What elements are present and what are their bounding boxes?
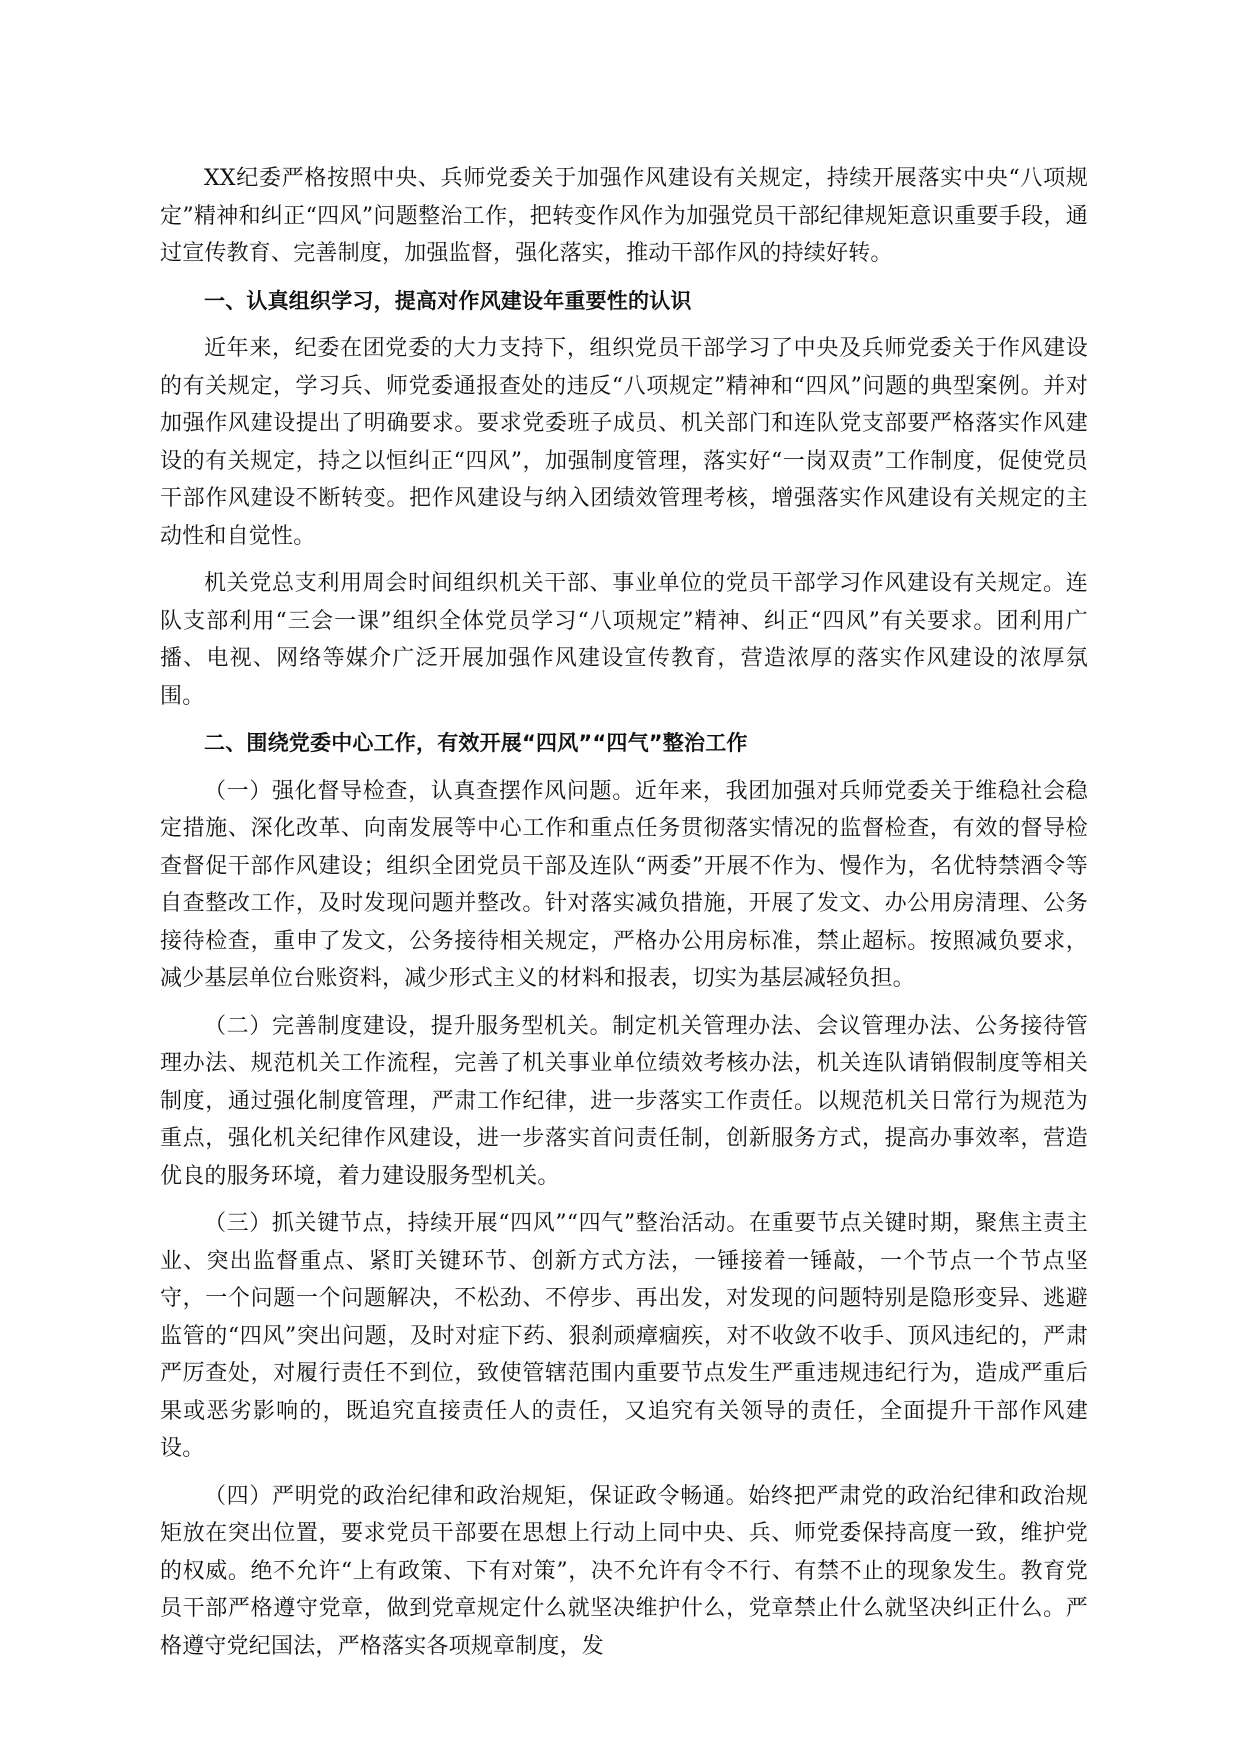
document-page [160,160,1088,1675]
section-1-paragraph-1: 近年来，纪委在团党委的大力支持下，组织党员干部学习了中央及兵师党委关于作风建设的有关规定，学习兵、师党委通报查处的违反“八项规定”精神和“四风”问题的典型案例。并对加强作风建设提出了明确要求。要求党委班子成员、机关部门和连队党支部要严格落实作风建设的有关规定，持之以恒纠正“四风”，加强制度管理，落实好“一岗双责”工作制度，促使党员干部作风建设不断转变。把作风建设与纳入团绩效管理考核，增强落实作风建设有关规定的主动性和自觉性。 [160,336,1088,549]
section-2-paragraph-3: （三）抓关键节点，持续开展“四风”“四气”整治活动。在重要节点关键时期，聚焦主责主业、突出监督重点、紧盯关键环节、创新方式方法，一锤接着一锤敲，一个节点一个节点坚守，一个问题一个问题解决，不松劲、不停步、再出发，对发现的问题特别是隐形变异、逃避监管的“四风”突出问题，及时对症下药、狠刹顽瘴痼疾，对不收敛不收手、顶风违纪的，严肃严厉查处，对履行责任不到位，致使管辖范围内重要节点发生严重违规违纪行为，造成严重后果或恶劣影响的，既追究直接责任人的责任，又追究有关领导的责任，全面提升干部作风建设。 [160,1211,1088,1461]
section-1-paragraph-2: 机关党总支利用周会时间组织机关干部、事业单位的党员干部学习作风建设有关规定。连队支部利用“三会一课”组织全体党员学习“八项规定”精神、纠正“四风”有关要求。团利用广播、电视、网络等媒介广泛开展加强作风建设宣传教育，营造浓厚的落实作风建设的浓厚氛围。 [160,571,1088,709]
section-2-heading: 二、围绕党委中心工作，有效开展“四风”“四气”整治工作 [204,731,748,755]
section-2-paragraph-1: （一）强化督导检查，认真查摆作风问题。近年来，我团加强对兵师党委关于维稳社会稳定措施、深化改革、向南发展等中心工作和重点任务贯彻落实情况的监督检查，有效的督导检查督促干部作风建设；组织全团党员干部及连队“两委”开展不作为、慢作为，名优特禁酒令等自查整改工作，及时发现问题并整改。针对落实减负措施，开展了发文、办公用房清理、公务接待检查，重申了发文，公务接待相关规定，严格办公用房标准，禁止超标。按照减负要求，减少基层单位台账资料，减少形式主义的材料和报表，切实为基层减轻负担。 [160,778,1088,991]
section-2-paragraph-4: （四）严明党的政治纪律和政治规矩，保证政令畅通。始终把严肃党的政治纪律和政治规矩放在突出位置，要求党员干部要在思想上行动上同中央、兵、师党委保持高度一致，维护党的权威。绝不允许“上有政策、下有对策”，决不允许有令不行、有禁不止的现象发生。教育党员干部严格遵守党章，做到党章规定什么就坚决维护什么，党章禁止什么就坚决纠正什么。严格遵守党纪国法，严格落实各项规章制度，发 [160,1483,1088,1659]
section-2-paragraph-2: （二）完善制度建设，提升服务型机关。制定机关管理办法、会议管理办法、公务接待管理办法、规范机关工作流程，完善了机关事业单位绩效考核办法，机关连队请销假制度等相关制度，通过强化制度管理，严肃工作纪律，进一步落实工作责任。以规范机关日常行为规范为重点，强化机关纪律作风建设，进一步落实首问责任制，创新服务方式，提高办事效率，营造优良的服务环境，着力建设服务型机关。 [160,1013,1088,1189]
section-1-heading: 一、认真组织学习，提高对作风建设年重要性的认识 [204,288,692,313]
intro-paragraph: XX纪委严格按照中央、兵师党委关于加强作风建设有关规定，持续开展落实中央“八项规定”精神和纠正“四风”问题整治工作，把转变作风作为加强党员干部纪律规矩意识重要手段，通过宣传教育、完善制度，加强监督，强化落实，推动干部作风的持续好转。 [160,166,1088,266]
